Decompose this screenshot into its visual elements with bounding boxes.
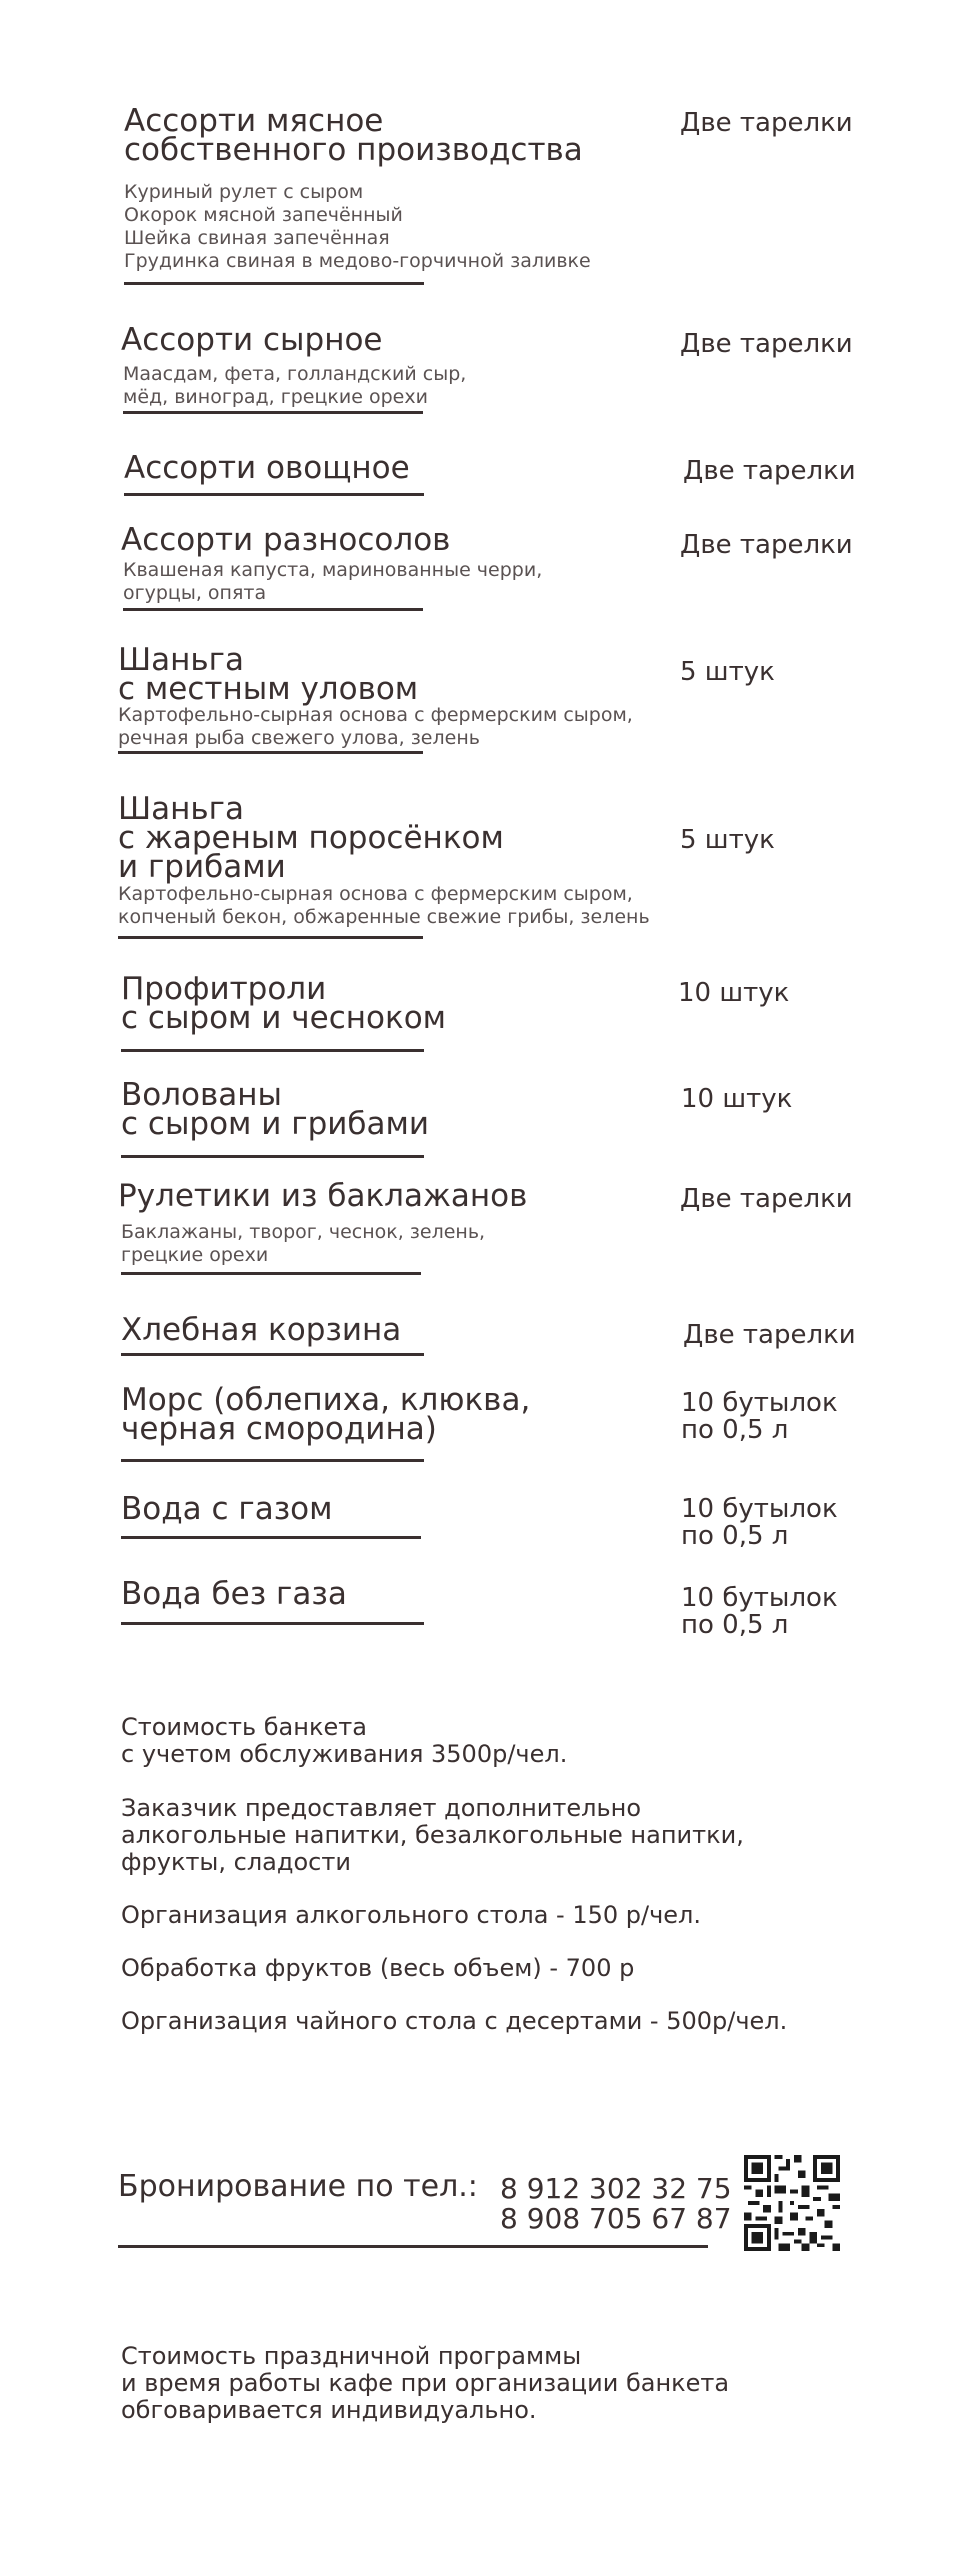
menu-item-title: Ассорти мясное собственного производства <box>124 103 583 168</box>
menu-item-quantity: Две тарелки <box>683 1320 856 1350</box>
menu-item-quantity: 5 штук <box>680 825 775 855</box>
divider <box>121 1049 424 1052</box>
menu-item-quantity: 5 штук <box>680 657 775 687</box>
menu-item-description: Картофельно-сырная основа с фермерским сыром, речная рыба свежего улова, зелень <box>118 704 633 749</box>
divider <box>118 936 423 939</box>
menu-item-quantity: Две тарелки <box>680 108 853 138</box>
menu-item-quantity: 10 штук <box>678 978 790 1008</box>
menu-item-quantity: Две тарелки <box>680 329 853 359</box>
menu-item-title: Профитроли с сыром и чесноком <box>121 971 447 1036</box>
divider <box>121 1536 421 1539</box>
divider <box>121 1459 424 1462</box>
divider <box>118 751 423 754</box>
tea-table-price: Организация чайного стола с десертами - 500р/чел. <box>121 2007 788 2035</box>
menu-item-title: Шаньга с местным уловом <box>118 642 419 707</box>
menu-item-quantity: 10 бутылок по 0,5 л <box>681 1494 838 1551</box>
menu-item-title: Хлебная корзина <box>121 1312 402 1348</box>
booking-phones[interactable]: 8 912 302 32 75 8 908 705 67 87 <box>500 2172 732 2235</box>
menu-item-description: Квашеная капуста, маринованные черри, огурцы, опята <box>123 559 543 604</box>
divider <box>124 493 424 496</box>
menu-item-title: Волованы с сыром и грибами <box>121 1077 430 1142</box>
menu-item-title: Шаньга с жареным поросёнком и грибами <box>118 791 504 885</box>
divider <box>121 1622 424 1625</box>
menu-item-quantity: 10 бутылок по 0,5 л <box>681 1583 838 1640</box>
menu-item-description: Баклажаны, творог, чеснок, зелень, грецкие орехи <box>121 1221 486 1266</box>
divider <box>121 1272 421 1275</box>
divider <box>123 411 423 414</box>
alcohol-table-price: Организация алкогольного стола - 150 р/чел. <box>121 1901 701 1929</box>
menu-item-description: Куриный рулет с сыром Окорок мясной запечённый Шейка свиная запечённая Грудинка свиная в медово-горчичной заливке <box>124 181 591 272</box>
menu-item-title: Ассорти разносолов <box>121 522 451 558</box>
menu-item-title: Вода с газом <box>121 1491 333 1527</box>
menu-item-quantity: 10 штук <box>681 1084 793 1114</box>
menu-item-quantity: Две тарелки <box>683 456 856 486</box>
divider <box>118 2245 708 2248</box>
qr-code-icon[interactable] <box>744 2155 840 2251</box>
menu-item-title: Ассорти овощное <box>124 450 410 486</box>
banquet-price-note: Стоимость банкета с учетом обслуживания 3500р/чел. <box>121 1713 568 1768</box>
menu-item-title: Вода без газа <box>121 1576 347 1612</box>
divider <box>121 1155 424 1158</box>
menu-item-title: Ассорти сырное <box>121 322 383 358</box>
footer-note: Стоимость праздничной программы и время работы кафе при организации банкета обговаривается индивидуально. <box>121 2342 730 2424</box>
divider <box>121 1353 424 1356</box>
customer-provides-note: Заказчик предоставляет дополнительно алкогольные напитки, безалкогольные напитки, фрукты, сладости <box>121 1794 744 1876</box>
menu-item-title: Рулетики из баклажанов <box>118 1178 528 1214</box>
fruit-processing-price: Обработка фруктов (весь объем) - 700 р <box>121 1954 635 1982</box>
menu-item-title: Морс (облепиха, клюква, черная смородина) <box>121 1382 531 1447</box>
menu-item-description: Картофельно-сырная основа с фермерским сыром, копченый бекон, обжаренные свежие грибы, зелень <box>118 883 650 928</box>
menu-item-quantity: Две тарелки <box>680 530 853 560</box>
menu-item-description: Маасдам, фета, голландский сыр, мёд, виноград, грецкие орехи <box>123 363 467 408</box>
menu-item-quantity: 10 бутылок по 0,5 л <box>681 1388 838 1445</box>
divider <box>124 282 424 285</box>
menu-item-quantity: Две тарелки <box>680 1184 853 1214</box>
booking-label: Бронирование по тел.: <box>118 2169 478 2204</box>
divider <box>123 608 423 611</box>
